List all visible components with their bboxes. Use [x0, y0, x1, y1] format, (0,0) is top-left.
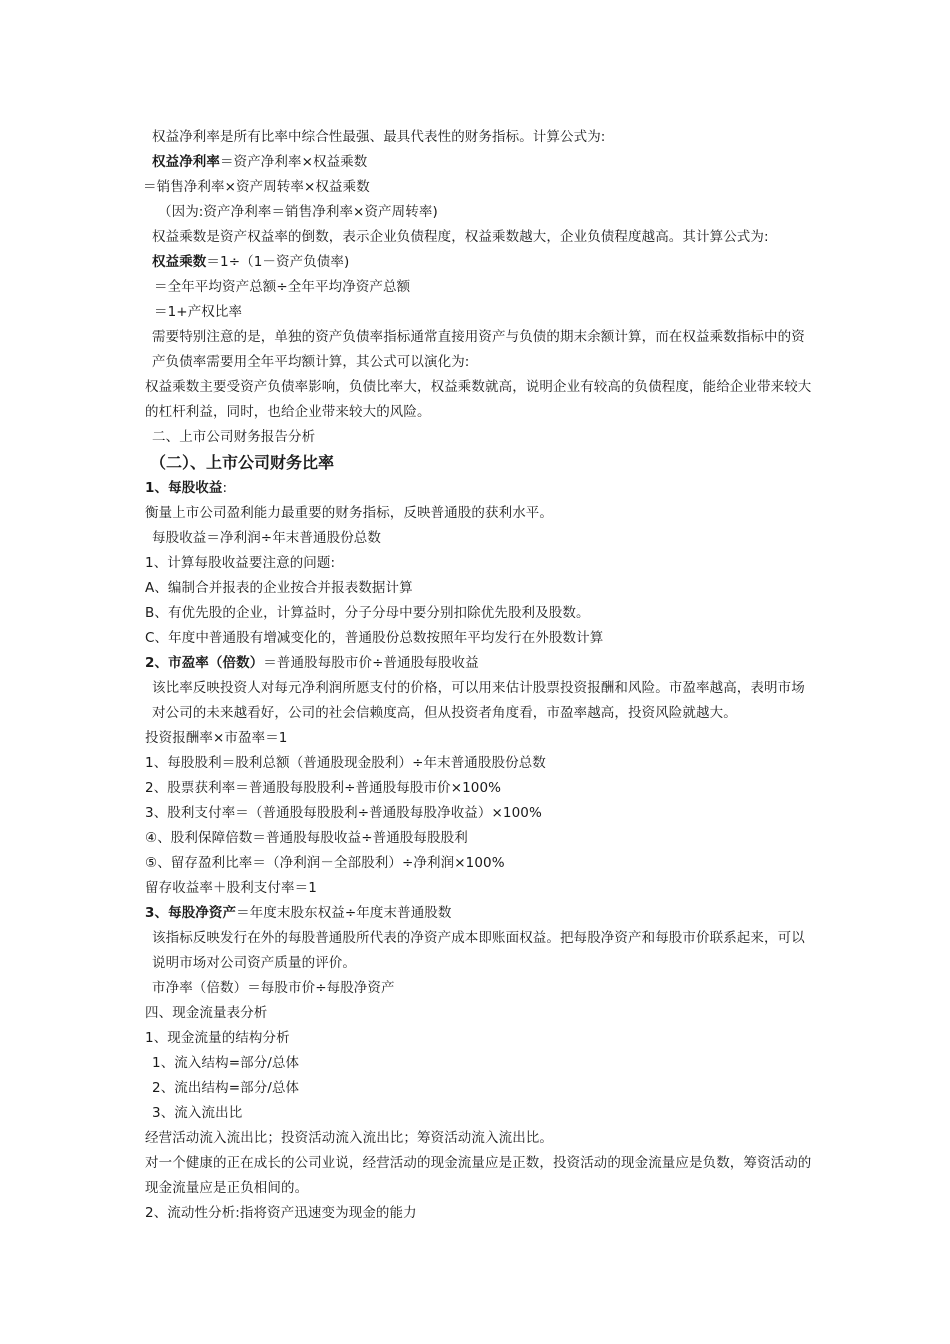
document-body — [145, 125, 815, 1226]
formula-note: （因为:资产净利率＝销售净利率×资产周转率) — [158, 204, 438, 220]
paragraph: 衡量上市公司盈利能力最重要的财务指标，反映普通股的获利水平。 — [145, 505, 553, 521]
item-heading: 2、市盈率（倍数）＝普通股每股市价÷普通股每股收益 — [145, 655, 479, 671]
paragraph: 该比率反映投资人对每元净利润所愿支付的价格，可以用来估计股票投资报酬和风险。市盈率越高，表明市场对公司的未来越看好，公司的社会信赖度高，但从投资者角度看，市盈率越高，投资风险就越大。 — [152, 680, 805, 721]
list-heading: 1、计算每股收益要注意的问题: — [145, 555, 336, 571]
term-label: 3、每股净资产 — [145, 905, 237, 921]
list-item: ④、股利保障倍数＝普通股每股收益÷普通股每股股利 — [145, 830, 468, 846]
section-heading: 四、现金流量表分析 — [145, 1005, 268, 1021]
paragraph: 权益净利率是所有比率中综合性最强、最具代表性的财务指标。计算公式为: — [152, 129, 606, 145]
list-item: ⑤、留存盈利比率＝（净利润－全部股利）÷净利润×100% — [145, 855, 505, 871]
item-heading: 3、每股净资产＝年度末股东权益÷年度末普通股数 — [145, 905, 452, 921]
formula-line: 权益净利率＝资产净利率×权益乘数 — [152, 154, 368, 170]
term-label: 权益净利率 — [152, 154, 220, 170]
list-item: 3、流入流出比 — [152, 1105, 243, 1121]
formula-line: 留存收益率＋股利支付率＝1 — [145, 880, 317, 896]
paragraph: 经营活动流入流出比；投资活动流入流出比；筹资活动流入流出比。 — [145, 1130, 553, 1146]
formula-line: ＝销售净利率×资产周转率×权益乘数 — [143, 179, 370, 195]
term-label: 2、市盈率（倍数） — [145, 655, 264, 671]
list-heading: 1、现金流量的结构分析 — [145, 1030, 290, 1046]
formula-line: 每股收益＝净利润÷年末普通股份总数 — [152, 530, 382, 546]
term-label: 1、每股收益 — [145, 480, 223, 496]
formula-line: ＝1+产权比率 — [154, 304, 243, 320]
formula-line: 投资报酬率×市盈率＝1 — [145, 730, 288, 746]
list-item: 1、流入结构=部分/总体 — [152, 1055, 300, 1071]
list-item: C、年度中普通股有增减变化的，普通股份总数按照年平均发行在外股数计算 — [145, 630, 604, 646]
formula-line: ＝全年平均资产总额÷全年平均净资产总额 — [154, 279, 411, 295]
subsection-heading: （二）、上市公司财务比率 — [150, 453, 335, 472]
term-label: 权益乘数 — [152, 254, 207, 270]
paragraph: 对一个健康的正在成长的公司业说，经营活动的现金流量应是正数，投资活动的现金流量应是负数，筹资活动的现金流量应是正负相间的。 — [145, 1155, 812, 1196]
list-heading: 2、流动性分析:指将资产迅速变为现金的能力 — [145, 1205, 417, 1221]
formula-line: 市净率（倍数）＝每股市价÷每股净资产 — [152, 980, 395, 996]
list-item: 3、股利支付率＝（普通股每股股利÷普通股每股净收益）×100% — [145, 805, 542, 821]
paragraph: 需要特别注意的是，单独的资产负债率指标通常直接用资产与负债的期末余额计算，而在权益乘数指标中的资产负债率需要用全年平均额计算，其公式可以演化为: — [152, 329, 805, 370]
list-item: B、有优先股的企业，计算益时，分子分母中要分别扣除优先股利及股数。 — [145, 605, 590, 621]
list-item: 2、流出结构=部分/总体 — [152, 1080, 300, 1096]
item-heading: 1、每股收益: — [145, 480, 228, 496]
paragraph: 权益乘数主要受资产负债率影响，负债比率大，权益乘数就高，说明企业有较高的负债程度，能给企业带来较大的杠杆利益，同时，也给企业带来较大的风险。 — [145, 379, 812, 420]
paragraph: 该指标反映发行在外的每股普通股所代表的净资产成本即账面权益。把每股净资产和每股市价联系起来，可以说明市场对公司资产质量的评价。 — [152, 930, 805, 971]
paragraph: 权益乘数是资产权益率的倒数，表示企业负债程度，权益乘数越大，企业负债程度越高。其计算公式为: — [152, 229, 769, 245]
list-item: 1、每股股利＝股利总额（普通股现金股利）÷年末普通股股份总数 — [145, 755, 546, 771]
list-item: A、编制合并报表的企业按合并报表数据计算 — [145, 580, 413, 596]
list-item: 2、股票获利率＝普通股每股股利÷普通股每股市价×100% — [145, 780, 502, 796]
section-heading: 二、上市公司财务报告分析 — [152, 429, 316, 445]
formula-line: 权益乘数＝1÷（1－资产负债率) — [152, 254, 350, 270]
